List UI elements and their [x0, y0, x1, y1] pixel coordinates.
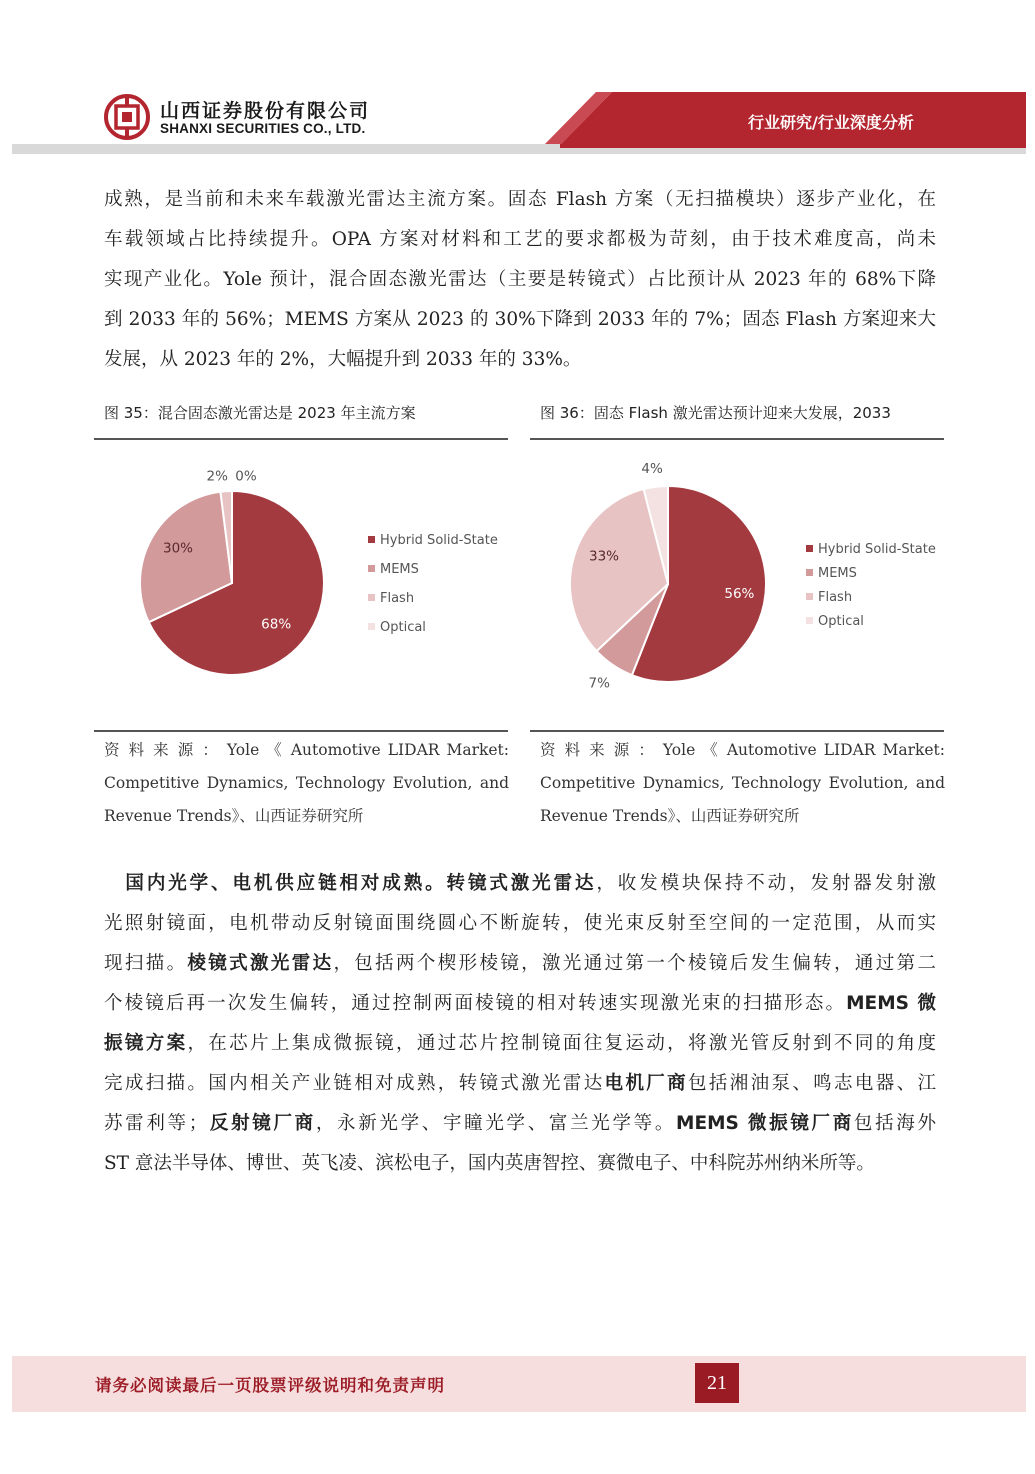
- text-run: 完成扫描。国内相关产业链相对成熟，转镜式激光雷达: [104, 1073, 605, 1094]
- figure-36-top-rule: [530, 438, 944, 440]
- paragraph-line: [104, 1024, 936, 1064]
- legend-swatch: [368, 594, 375, 601]
- page-number: 21: [695, 1363, 739, 1403]
- legend-entry: Optical: [380, 620, 426, 635]
- intro-paragraph: [104, 180, 936, 380]
- paragraph-line: [104, 1104, 936, 1144]
- paragraph-line: [104, 984, 936, 1024]
- page-footer: [12, 1356, 1026, 1412]
- figure-36-pie-chart: [536, 450, 946, 720]
- header-band: [0, 0, 1035, 160]
- text-run: 个棱镜后再一次发生偏转，通过控制两面棱镜的相对转速实现激光束的扫描形态。: [104, 993, 847, 1014]
- slice-data-label: 4%: [641, 461, 663, 478]
- text-run: ，永新光学、宇瞳光学、富兰光学等。: [315, 1113, 677, 1134]
- slice-data-label: 30%: [163, 540, 194, 557]
- figure-35-source: [104, 734, 509, 833]
- figure-36-title: 图 36：固态 Flash 激光雷达预计迎来大发展，2033: [540, 404, 891, 422]
- legend-swatch: [368, 536, 375, 543]
- text-run: 光照射镜面，电机带动反射镜面围绕圆心不断旋转，使光束反射至空间的一定范围，从而实: [104, 913, 936, 934]
- paragraph-line: [104, 1144, 936, 1184]
- supply-chain-paragraph: [104, 864, 936, 1184]
- paragraph-line: 到 2033 年的 56%；MEMS 方案从 2023 的 30%下降到 2033 年的 7%；固态 Flash 方案迎来大: [104, 309, 936, 330]
- paragraph-line: [104, 944, 936, 984]
- legend-entry: MEMS: [380, 562, 419, 577]
- slice-data-label: 56%: [724, 585, 755, 602]
- legend-swatch: [806, 545, 813, 552]
- text-run: ，包括两个楔形棱镜，激光通过第一个棱镜后发生偏转，通过第二: [333, 953, 936, 974]
- legend-entry: Flash: [818, 590, 853, 605]
- text-run: 包括海外: [853, 1113, 936, 1134]
- bold-text-run: MEMS 微振镜厂商: [676, 1113, 854, 1134]
- figure-35-title: 图 35：混合固态激光雷达是 2023 年主流方案: [104, 404, 416, 422]
- paragraph-line: [104, 864, 936, 904]
- source-line: 资 料 来 源 ： Yole 《 Automotive LIDAR Market:: [104, 741, 509, 759]
- source-line: Revenue Trends》、山西证券研究所: [104, 807, 364, 825]
- figure-36-bottom-rule: [530, 730, 944, 732]
- legend-entry: Hybrid Solid-State: [818, 542, 936, 557]
- paragraph-line: 成熟，是当前和未来车载激光雷达主流方案。固态 Flash 方案（无扫描模块）逐步产业化，在: [104, 189, 936, 210]
- slice-data-label: 0%: [235, 468, 257, 485]
- company-name-cn: 山西证券股份有限公司: [160, 100, 371, 122]
- text-run: ，收发模块保持不动，发射器发射激: [596, 873, 936, 894]
- source-line: Revenue Trends》、山西证券研究所: [540, 807, 800, 825]
- text-run: [104, 873, 125, 894]
- paragraph-line: 车载领域占比持续提升。OPA 方案对材料和工艺的要求都极为苛刻，由于技术难度高，尚未: [104, 229, 936, 250]
- legend-entry: MEMS: [818, 566, 857, 581]
- legend-swatch: [368, 565, 375, 572]
- slice-data-label: 33%: [588, 548, 620, 565]
- figure-35-pie-chart: [100, 450, 510, 720]
- figure-35-top-rule: [94, 438, 508, 440]
- bold-text-run: 转镜式激光雷达: [446, 873, 597, 894]
- legend-swatch: [806, 593, 813, 600]
- text-run: ，在芯片上集成微振镜，通过芯片控制镜面往复运动，将激光管反射到不同的角度: [187, 1033, 936, 1054]
- legend-swatch: [806, 569, 813, 576]
- text-run: 包括湘油泵、鸣志电器、江: [688, 1073, 936, 1094]
- bold-text-run: 棱镜式激光雷达: [187, 953, 334, 974]
- source-line: 资 料 来 源 ： Yole 《 Automotive LIDAR Market:: [540, 741, 945, 759]
- bold-text-run: 电机厂商: [604, 1073, 689, 1094]
- bold-text-run: MEMS 微: [846, 993, 936, 1014]
- text-run: 苏雷利等；: [104, 1113, 208, 1134]
- legend-entry: Optical: [818, 614, 864, 629]
- company-logo-icon: [104, 94, 150, 140]
- source-line: Competitive Dynamics, Technology Evolution, and: [540, 774, 945, 792]
- figure-35-bottom-rule: [94, 730, 508, 732]
- bold-text-run: 反射镜厂商: [207, 1113, 316, 1134]
- legend-swatch: [368, 623, 375, 630]
- paragraph-line: [104, 904, 936, 944]
- report-category-tag: 行业研究/行业深度分析: [748, 113, 914, 132]
- paragraph-line: 实现产业化。Yole 预计，混合固态激光雷达（主要是转镜式）占比预计从 2023 年的 68%下降: [104, 269, 936, 290]
- bold-text-run: 国内光学、电机供应链相对成熟。: [125, 873, 447, 894]
- legend-entry: Hybrid Solid-State: [380, 533, 498, 548]
- bold-text-run: 振镜方案: [104, 1033, 188, 1054]
- paragraph-line: 发展，从 2023 年的 2%，大幅提升到 2033 年的 33%。: [104, 349, 582, 370]
- slice-data-label: 68%: [261, 616, 292, 633]
- legend-entry: Flash: [380, 591, 415, 606]
- page-header: [0, 0, 1035, 160]
- legend-swatch: [806, 617, 813, 624]
- company-name-en: SHANXI SECURITIES CO., LTD.: [160, 121, 366, 136]
- slice-data-label: 7%: [588, 675, 610, 692]
- source-line: Competitive Dynamics, Technology Evolution, and: [104, 774, 509, 792]
- text-run: ST 意法半导体、博世、英飞凌、滨松电子，国内英唐智控、赛微电子、中科院苏州纳米所等。: [104, 1153, 875, 1174]
- disclaimer-notice: 请务必阅读最后一页股票评级说明和免责声明: [95, 1376, 445, 1395]
- paragraph-line: [104, 1064, 936, 1104]
- figure-36-source: [540, 734, 945, 833]
- slice-data-label: 2%: [206, 468, 228, 485]
- text-run: 现扫描。: [104, 953, 188, 974]
